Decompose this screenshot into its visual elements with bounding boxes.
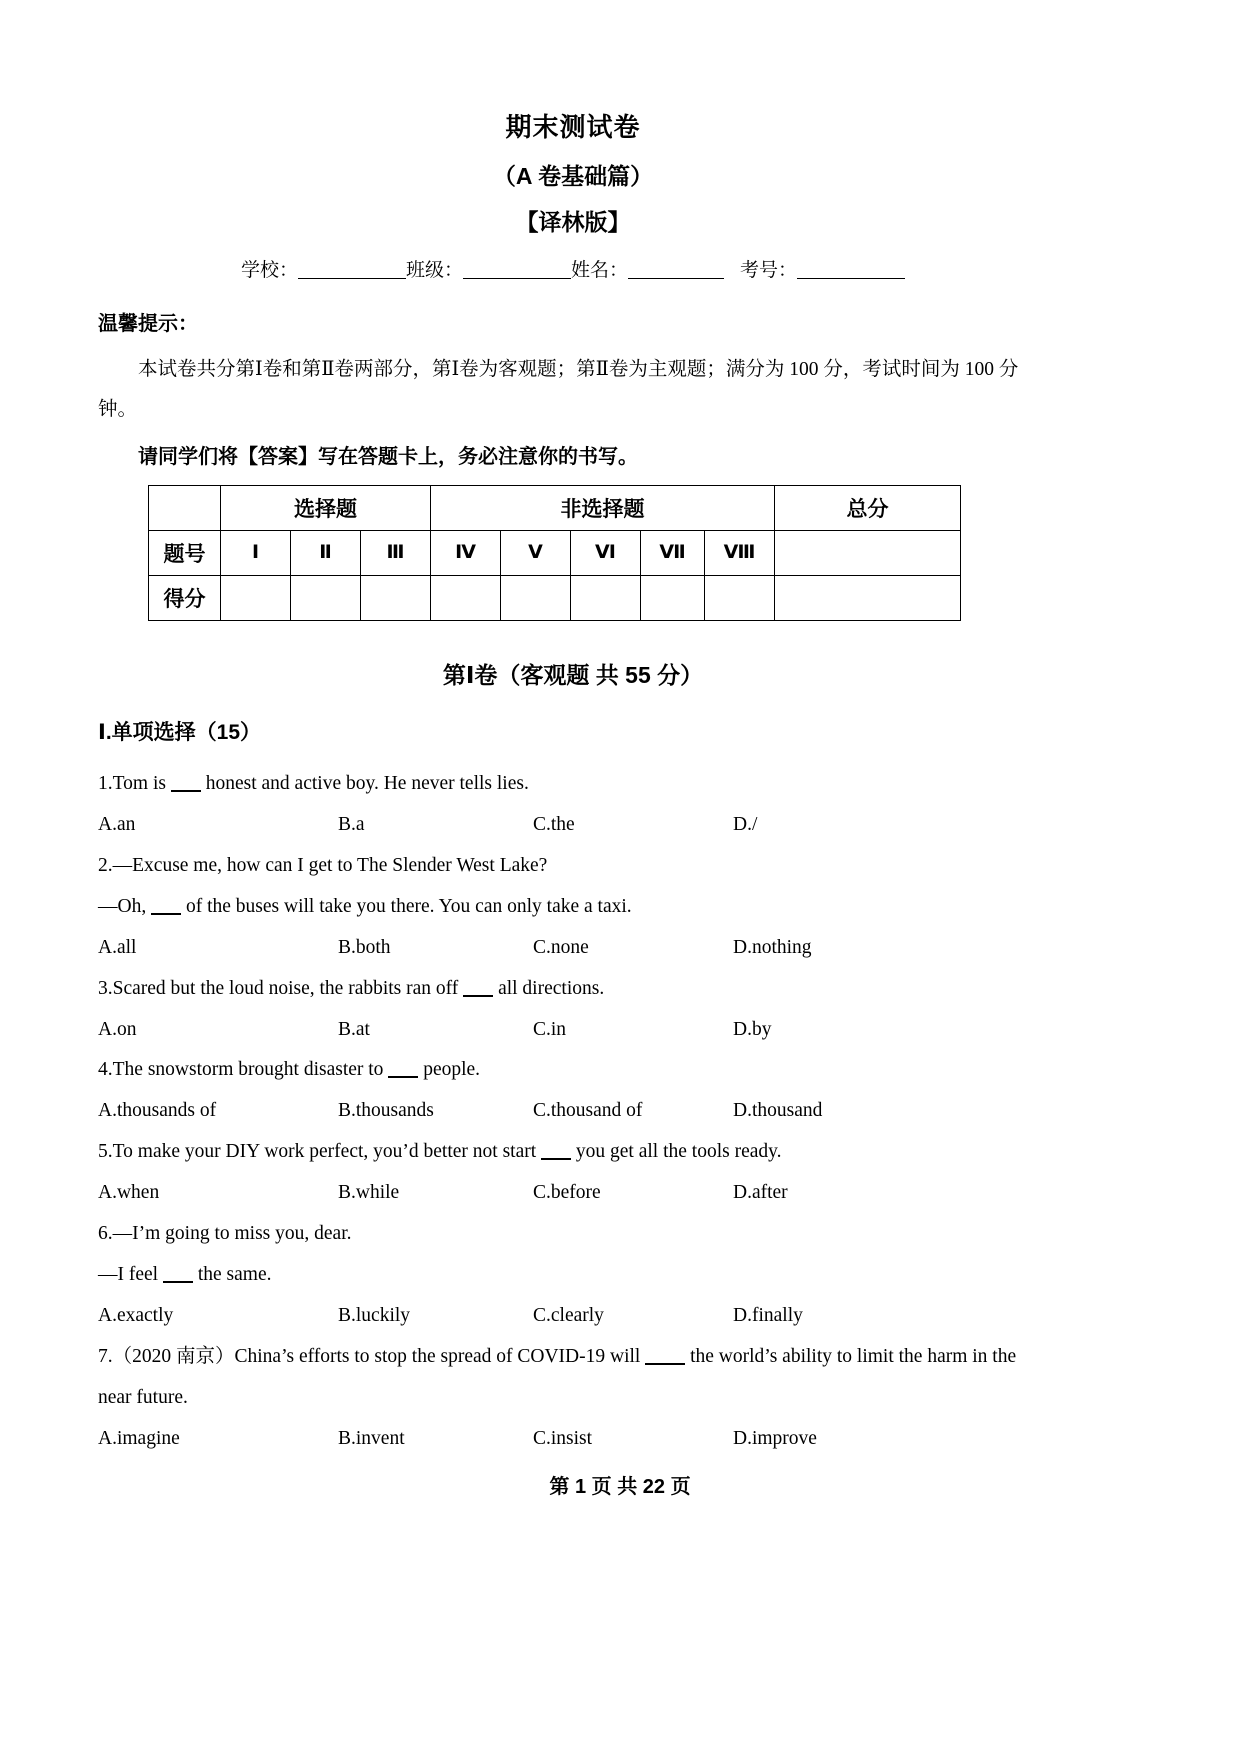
q5-text-a: 5.To make your DIY work perfect, you’d better not start	[98, 1141, 542, 1163]
page-footer: 第 1 页 共 22 页	[549, 1476, 691, 1498]
q2-option-a[interactable]: A.all	[98, 936, 137, 958]
examid-input[interactable]	[797, 278, 905, 279]
q6-option-c[interactable]: C.clearly	[533, 1305, 604, 1327]
q2-option-c[interactable]: C.none	[533, 936, 589, 958]
page-content	[98, 112, 1048, 1460]
q5-option-a[interactable]: A.when	[98, 1182, 160, 1204]
row-label-score: 得分	[149, 575, 221, 620]
tips-heading: 温馨提示：	[98, 312, 198, 335]
q6-option-d[interactable]: D.finally	[733, 1305, 803, 1327]
q5-option-b[interactable]: B.while	[338, 1182, 400, 1204]
table-row-numbers	[149, 530, 961, 575]
examid-field	[740, 260, 905, 281]
q4-option-b[interactable]: B.thousands	[338, 1100, 434, 1122]
q3-blank[interactable]	[463, 995, 493, 997]
q1-blank[interactable]	[171, 790, 201, 792]
q1-text-b: honest and active boy. He never tells lies.	[200, 772, 529, 794]
q5-text-b: you get all the tools ready.	[571, 1141, 782, 1163]
question-4-stem	[98, 1050, 1048, 1091]
question-6-options	[98, 1296, 1048, 1337]
question-7-options	[98, 1419, 1048, 1460]
q6-option-a[interactable]: A.exactly	[98, 1305, 174, 1327]
item-number-4: Ⅳ	[431, 530, 501, 575]
q3-option-c[interactable]: C.in	[533, 1018, 567, 1040]
q5-option-c[interactable]: C.before	[533, 1182, 601, 1204]
question-2-options	[98, 928, 1048, 969]
q4-text-b: people.	[418, 1059, 481, 1081]
question-6-stem-line2	[98, 1255, 1048, 1296]
q5-blank[interactable]	[541, 1158, 571, 1160]
q6-text-b: the same.	[192, 1264, 272, 1286]
q7-option-b[interactable]: B.invent	[338, 1427, 405, 1449]
q6-blank[interactable]	[163, 1281, 193, 1283]
q1-option-d[interactable]: D./	[733, 813, 758, 835]
q7-option-a[interactable]: A.imagine	[98, 1427, 180, 1449]
name-label: 姓名：	[571, 260, 629, 282]
score-cell-6[interactable]	[571, 575, 641, 620]
examid-label: 考号：	[740, 260, 798, 282]
score-cell-2[interactable]	[291, 575, 361, 620]
school-field	[241, 260, 406, 281]
q2-option-d[interactable]: D.nothing	[733, 936, 812, 958]
question-5-options	[98, 1173, 1048, 1214]
tips-body: 本试卷共分第Ⅰ卷和第Ⅱ卷两部分，第Ⅰ卷为客观题；第Ⅱ卷为主观题；满分为 100 分，考试时间为 100 分钟。	[98, 358, 1019, 420]
tips-note: 请同学们将【答案】写在答题卡上，务必注意你的书写。	[138, 445, 638, 468]
group-header-total: 总分	[775, 485, 961, 530]
q1-option-b[interactable]: B.a	[338, 813, 365, 835]
q3-text-b: all directions.	[493, 977, 605, 999]
class-input[interactable]	[463, 278, 571, 279]
q3-option-d[interactable]: D.by	[733, 1018, 772, 1040]
table-row-scores	[149, 575, 961, 620]
q7-option-d[interactable]: D.improve	[733, 1427, 817, 1449]
q1-option-a[interactable]: A.an	[98, 813, 136, 835]
score-cell-4[interactable]	[431, 575, 501, 620]
item-number-1: Ⅰ	[221, 530, 291, 575]
q2-text-b: of the buses will take you there. You can only take a taxi.	[181, 895, 632, 917]
question-3-options	[98, 1010, 1048, 1051]
class-label: 班级：	[405, 260, 463, 282]
q4-text-a: 4.The snowstorm brought disaster to	[98, 1059, 389, 1081]
q5-option-d[interactable]: D.after	[733, 1182, 788, 1204]
corner-cell	[149, 485, 221, 530]
item-number-8: Ⅷ	[705, 530, 775, 575]
q1-text-a: 1.Tom is	[98, 772, 171, 794]
score-cell-8[interactable]	[705, 575, 775, 620]
q6-option-b[interactable]: B.luckily	[338, 1305, 411, 1327]
question-5-stem	[98, 1132, 1048, 1173]
item-number-2: Ⅱ	[291, 530, 361, 575]
group-header-nonchoice: 非选择题	[431, 485, 775, 530]
student-info-line	[98, 258, 1048, 285]
school-label: 学校：	[240, 260, 298, 282]
q2-option-b[interactable]: B.both	[338, 936, 391, 958]
school-input[interactable]	[298, 278, 406, 279]
q7-text-b: the world’s ability to limit the harm in the near future.	[98, 1346, 1017, 1408]
q1-option-c[interactable]: C.the	[533, 813, 575, 835]
q2-blank[interactable]	[151, 913, 181, 915]
item-number-3: Ⅲ	[361, 530, 431, 575]
item-number-5: Ⅴ	[501, 530, 571, 575]
q7-blank[interactable]	[645, 1363, 685, 1365]
score-cell-3[interactable]	[361, 575, 431, 620]
score-cell-total[interactable]	[775, 575, 961, 620]
q2-text-a: —Oh,	[98, 895, 152, 917]
question-1-options	[98, 805, 1048, 846]
question-3-stem	[98, 969, 1048, 1010]
group-header-choice: 选择题	[221, 485, 431, 530]
page-title: 期末测试卷	[505, 112, 641, 142]
name-input[interactable]	[628, 278, 724, 279]
q3-text-a: 3.Scared but the loud noise, the rabbits ran off	[98, 977, 464, 999]
q3-option-a[interactable]: A.on	[98, 1018, 137, 1040]
page-subtitle: （A 卷基础篇）	[492, 163, 654, 190]
question-section-heading: Ⅰ.单项选择（15）	[98, 720, 262, 744]
total-number-cell	[775, 530, 961, 575]
score-cell-1[interactable]	[221, 575, 291, 620]
q4-blank[interactable]	[388, 1076, 418, 1078]
q6-text-a: —I feel	[98, 1264, 163, 1286]
class-field	[406, 260, 571, 281]
item-number-7: Ⅶ	[641, 530, 705, 575]
question-2-stem: 2.—Excuse me, how can I get to The Slender West Lake?	[98, 854, 548, 876]
q4-option-d[interactable]: D.thousand	[733, 1100, 823, 1122]
question-1-stem	[98, 764, 1048, 805]
q7-option-c[interactable]: C.insist	[533, 1427, 593, 1449]
table-row-groups	[149, 485, 961, 530]
question-4-options	[98, 1091, 1048, 1132]
score-table	[148, 485, 961, 621]
item-number-6: Ⅵ	[571, 530, 641, 575]
q3-option-b[interactable]: B.at	[338, 1018, 370, 1040]
name-field	[571, 260, 724, 281]
q4-option-c[interactable]: C.thousand of	[533, 1100, 643, 1122]
score-cell-5[interactable]	[501, 575, 571, 620]
q4-option-a[interactable]: A.thousands of	[98, 1100, 217, 1122]
question-7-stem	[98, 1337, 1048, 1419]
score-cell-7[interactable]	[641, 575, 705, 620]
page-edition: 【译林版】	[515, 208, 631, 235]
question-2-stem-line2	[98, 887, 1048, 928]
question-6-stem: 6.—I’m going to miss you, dear.	[98, 1223, 352, 1245]
row-label-number: 题号	[149, 530, 221, 575]
q7-text-a: 7.（2020 南京）China’s efforts to stop the spread of COVID-19 will	[98, 1346, 646, 1368]
paper-section-heading: 第Ⅰ卷（客观题 共 55 分）	[442, 661, 704, 688]
